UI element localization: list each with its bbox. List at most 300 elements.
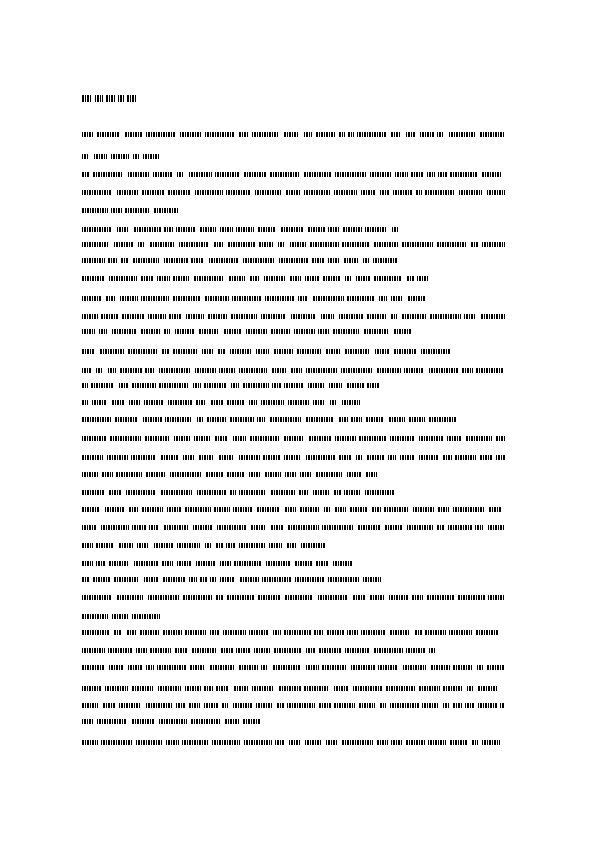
text-line <box>82 740 505 745</box>
word-glyphs <box>341 368 372 373</box>
word-glyphs <box>82 154 89 159</box>
word-glyphs <box>389 595 408 600</box>
word-glyphs <box>82 561 93 566</box>
word-glyphs <box>309 436 331 441</box>
word-glyphs <box>466 436 492 441</box>
word-glyphs <box>266 561 291 566</box>
word-glyphs <box>142 190 165 195</box>
word-glyphs <box>274 349 294 354</box>
word-glyphs <box>437 525 444 530</box>
text-line <box>82 349 455 354</box>
word-glyphs <box>82 172 90 177</box>
word-glyphs <box>133 258 159 263</box>
word-glyphs <box>255 190 281 195</box>
word-glyphs <box>244 740 272 745</box>
word-glyphs <box>229 276 245 281</box>
word-glyphs <box>157 665 187 670</box>
word-glyphs <box>159 719 187 724</box>
word-glyphs <box>334 490 341 495</box>
word-glyphs <box>82 740 98 745</box>
word-glyphs <box>316 132 335 137</box>
word-glyphs <box>256 349 269 354</box>
word-glyphs <box>185 686 201 691</box>
word-glyphs <box>132 383 156 388</box>
word-glyphs <box>326 740 337 745</box>
word-glyphs <box>200 227 216 232</box>
word-glyphs <box>180 132 202 137</box>
text-line <box>82 296 425 301</box>
word-glyphs <box>391 314 397 319</box>
word-glyphs <box>482 242 505 247</box>
word-glyphs <box>335 172 366 177</box>
word-glyphs <box>472 740 478 745</box>
word-glyphs <box>273 665 301 670</box>
word-glyphs <box>449 630 472 635</box>
word-glyphs <box>257 417 265 422</box>
word-glyphs <box>428 740 446 745</box>
word-glyphs <box>209 258 238 263</box>
word-glyphs <box>458 595 485 600</box>
word-glyphs <box>304 686 329 691</box>
word-glyphs <box>478 686 498 691</box>
word-glyphs <box>144 577 158 582</box>
word-glyphs <box>82 208 108 213</box>
word-glyphs <box>197 417 203 422</box>
word-glyphs <box>121 258 129 263</box>
word-glyphs <box>239 665 258 670</box>
word-glyphs <box>164 258 188 263</box>
word-glyphs <box>284 436 304 441</box>
word-glyphs <box>406 132 416 137</box>
word-glyphs <box>227 595 254 600</box>
word-glyphs <box>234 561 261 566</box>
word-glyphs <box>119 703 141 708</box>
word-glyphs <box>305 740 321 745</box>
word-glyphs <box>429 648 435 653</box>
word-glyphs <box>390 630 410 635</box>
word-glyphs <box>471 242 478 247</box>
word-glyphs <box>408 296 425 301</box>
word-glyphs <box>366 472 377 477</box>
word-glyphs <box>359 703 375 708</box>
word-glyphs <box>112 400 125 405</box>
word-glyphs <box>291 314 316 319</box>
word-glyphs <box>301 543 326 548</box>
text-line <box>82 577 382 582</box>
word-glyphs <box>82 132 93 137</box>
text-line <box>82 490 395 495</box>
word-glyphs <box>480 455 493 460</box>
word-glyphs <box>425 630 446 635</box>
word-glyphs <box>163 577 185 582</box>
word-glyphs <box>162 561 173 566</box>
word-glyphs <box>321 314 334 319</box>
word-glyphs <box>306 417 334 422</box>
word-glyphs <box>367 314 386 319</box>
word-glyphs <box>298 296 308 301</box>
word-glyphs <box>205 132 234 137</box>
word-glyphs <box>402 242 433 247</box>
word-glyphs <box>429 417 456 422</box>
word-glyphs <box>275 740 284 745</box>
word-glyphs <box>230 490 236 495</box>
word-glyphs <box>177 172 184 177</box>
word-glyphs <box>453 507 484 512</box>
word-glyphs <box>478 703 497 708</box>
word-glyphs <box>144 400 164 405</box>
word-glyphs <box>102 472 113 477</box>
word-glyphs <box>97 132 120 137</box>
word-glyphs <box>125 208 149 213</box>
word-glyphs <box>455 455 476 460</box>
word-glyphs <box>480 132 505 137</box>
word-glyphs <box>249 472 261 477</box>
word-glyphs <box>108 648 132 653</box>
text-line <box>82 368 505 373</box>
word-glyphs <box>164 227 173 232</box>
word-glyphs <box>287 703 315 708</box>
word-glyphs <box>443 686 462 691</box>
word-glyphs <box>279 686 301 691</box>
word-glyphs <box>199 455 214 460</box>
word-glyphs <box>328 577 359 582</box>
word-glyphs <box>225 719 239 724</box>
word-glyphs <box>291 368 302 373</box>
word-glyphs <box>326 349 341 354</box>
word-glyphs <box>285 595 313 600</box>
word-glyphs <box>453 665 472 670</box>
word-glyphs <box>300 472 312 477</box>
word-glyphs <box>106 296 116 301</box>
word-glyphs <box>82 329 95 334</box>
word-glyphs <box>318 595 348 600</box>
word-glyphs <box>272 383 281 388</box>
word-glyphs <box>347 383 364 388</box>
text-line <box>82 455 505 460</box>
word-glyphs <box>269 543 282 548</box>
word-glyphs <box>204 686 213 691</box>
word-glyphs <box>129 400 140 405</box>
word-glyphs <box>101 740 132 745</box>
word-glyphs <box>342 242 370 247</box>
text-line <box>82 132 505 137</box>
word-glyphs <box>202 349 213 354</box>
word-glyphs <box>148 595 179 600</box>
word-glyphs <box>406 740 425 745</box>
word-glyphs <box>186 314 204 319</box>
word-glyphs <box>91 383 114 388</box>
word-glyphs <box>416 190 422 195</box>
word-glyphs <box>430 314 461 319</box>
word-glyphs <box>176 227 195 232</box>
word-glyphs <box>82 595 112 600</box>
word-glyphs <box>409 417 425 422</box>
word-glyphs <box>166 740 179 745</box>
word-glyphs <box>271 490 296 495</box>
word-glyphs <box>82 507 100 512</box>
word-glyphs <box>342 740 373 745</box>
word-glyphs <box>192 648 216 653</box>
text-line <box>82 686 505 691</box>
word-glyphs <box>177 561 191 566</box>
word-glyphs <box>345 648 370 653</box>
word-glyphs <box>214 507 230 512</box>
word-glyphs <box>143 417 162 422</box>
word-glyphs <box>374 276 402 281</box>
word-glyphs <box>343 227 362 232</box>
word-glyphs <box>365 227 387 232</box>
word-glyphs <box>183 455 194 460</box>
word-glyphs <box>422 703 438 708</box>
word-glyphs <box>462 368 473 373</box>
word-glyphs <box>236 227 254 232</box>
word-glyphs <box>314 630 323 635</box>
word-glyphs <box>319 703 331 708</box>
word-glyphs <box>339 455 352 460</box>
word-glyphs <box>391 740 403 745</box>
word-glyphs <box>110 436 141 441</box>
word-glyphs <box>482 740 500 745</box>
word-glyphs <box>82 543 93 548</box>
word-glyphs <box>259 242 273 247</box>
word-glyphs <box>344 258 359 263</box>
word-glyphs <box>212 740 240 745</box>
word-glyphs <box>234 686 248 691</box>
word-glyphs <box>287 543 297 548</box>
word-glyphs <box>82 400 88 405</box>
word-glyphs <box>366 417 384 422</box>
word-glyphs <box>277 703 284 708</box>
text-line <box>82 314 505 319</box>
word-glyphs <box>214 242 224 247</box>
word-glyphs <box>263 455 281 460</box>
word-glyphs <box>105 686 128 691</box>
word-glyphs <box>413 507 435 512</box>
word-glyphs <box>111 208 122 213</box>
word-glyphs <box>108 368 116 373</box>
word-glyphs <box>195 190 223 195</box>
word-glyphs <box>489 507 502 512</box>
word-glyphs <box>82 296 102 301</box>
word-glyphs <box>427 595 454 600</box>
word-glyphs <box>288 400 309 405</box>
word-glyphs <box>109 561 129 566</box>
word-glyphs <box>374 242 399 247</box>
word-glyphs <box>169 314 181 319</box>
word-glyphs <box>477 665 484 670</box>
word-glyphs <box>189 172 212 177</box>
word-glyphs <box>243 719 260 724</box>
word-glyphs <box>312 258 324 263</box>
word-glyphs <box>308 383 325 388</box>
word-glyphs <box>82 276 105 281</box>
word-glyphs <box>330 400 337 405</box>
word-glyphs <box>339 417 348 422</box>
word-glyphs <box>353 595 366 600</box>
word-glyphs <box>233 703 253 708</box>
word-glyphs <box>215 436 228 441</box>
word-glyphs <box>82 648 105 653</box>
word-glyphs <box>140 630 159 635</box>
word-glyphs <box>82 703 98 708</box>
word-glyphs <box>120 368 142 373</box>
word-glyphs <box>239 490 266 495</box>
word-glyphs <box>173 296 200 301</box>
word-glyphs <box>158 686 181 691</box>
word-glyphs <box>196 400 206 405</box>
word-glyphs <box>284 132 299 137</box>
word-glyphs <box>417 276 429 281</box>
word-glyphs <box>132 614 160 619</box>
word-glyphs <box>240 577 259 582</box>
word-glyphs <box>153 172 172 177</box>
word-glyphs <box>316 472 342 477</box>
word-glyphs <box>262 577 291 582</box>
text-line <box>82 703 505 708</box>
word-glyphs <box>289 740 300 745</box>
word-glyphs <box>390 436 415 441</box>
word-glyphs <box>109 665 124 670</box>
word-glyphs <box>233 436 246 441</box>
word-glyphs <box>335 507 346 512</box>
word-glyphs <box>372 507 381 512</box>
word-glyphs <box>222 703 228 708</box>
word-glyphs <box>227 472 244 477</box>
word-glyphs <box>361 630 386 635</box>
word-glyphs <box>82 436 107 441</box>
text-line <box>82 665 505 670</box>
word-glyphs <box>219 455 234 460</box>
word-glyphs <box>133 154 139 159</box>
word-glyphs <box>257 507 280 512</box>
text-line <box>82 154 165 159</box>
word-glyphs <box>334 190 357 195</box>
word-glyphs <box>132 686 153 691</box>
word-glyphs <box>163 630 182 635</box>
word-glyphs <box>117 595 143 600</box>
word-glyphs <box>189 703 200 708</box>
word-glyphs <box>154 208 178 213</box>
word-glyphs <box>200 577 207 582</box>
word-glyphs <box>111 154 129 159</box>
word-glyphs <box>420 132 434 137</box>
word-glyphs <box>128 172 150 177</box>
word-glyphs <box>82 614 108 619</box>
word-glyphs <box>92 400 107 405</box>
word-glyphs <box>96 368 103 373</box>
word-glyphs <box>290 242 307 247</box>
word-glyphs <box>419 436 444 441</box>
word-glyphs <box>285 472 297 477</box>
word-glyphs <box>271 329 291 334</box>
word-glyphs <box>226 543 236 548</box>
word-glyphs <box>239 543 265 548</box>
word-glyphs <box>306 368 337 373</box>
word-glyphs <box>333 329 359 334</box>
word-glyphs <box>168 190 190 195</box>
word-glyphs <box>137 543 149 548</box>
word-glyphs <box>122 314 145 319</box>
text-line <box>82 417 460 422</box>
word-glyphs <box>228 242 255 247</box>
word-glyphs <box>82 368 91 373</box>
word-glyphs <box>299 490 308 495</box>
word-glyphs <box>148 314 166 319</box>
word-glyphs <box>131 455 156 460</box>
word-glyphs <box>100 349 125 354</box>
word-glyphs <box>310 242 339 247</box>
text-line <box>82 630 505 635</box>
word-glyphs <box>173 349 197 354</box>
word-glyphs <box>453 703 462 708</box>
word-glyphs <box>389 417 405 422</box>
word-glyphs <box>216 543 223 548</box>
word-glyphs <box>351 665 375 670</box>
word-glyphs <box>204 383 227 388</box>
text-line <box>82 276 432 281</box>
word-glyphs <box>335 436 356 441</box>
word-glyphs <box>82 630 109 635</box>
word-glyphs <box>496 436 505 441</box>
word-glyphs <box>482 172 502 177</box>
word-glyphs <box>388 455 396 460</box>
word-glyphs <box>161 455 179 460</box>
word-glyphs <box>226 190 251 195</box>
word-glyphs <box>391 132 401 137</box>
word-glyphs <box>284 630 311 635</box>
word-glyphs <box>304 190 331 195</box>
word-glyphs <box>150 648 171 653</box>
word-glyphs <box>411 172 424 177</box>
word-glyphs <box>306 455 335 460</box>
word-glyphs <box>306 648 315 653</box>
word-glyphs <box>364 329 389 334</box>
word-glyphs <box>114 577 139 582</box>
word-glyphs <box>221 648 233 653</box>
word-glyphs <box>165 417 192 422</box>
word-glyphs <box>126 490 156 495</box>
word-glyphs <box>322 665 347 670</box>
word-glyphs <box>93 577 111 582</box>
word-glyphs <box>356 455 362 460</box>
word-glyphs <box>333 561 352 566</box>
word-glyphs <box>119 383 128 388</box>
word-glyphs <box>272 368 286 373</box>
word-glyphs <box>159 383 188 388</box>
word-glyphs <box>239 455 260 460</box>
word-glyphs <box>379 296 387 301</box>
word-glyphs <box>112 614 128 619</box>
word-glyphs <box>216 595 224 600</box>
word-glyphs <box>176 703 186 708</box>
word-glyphs <box>437 242 467 247</box>
word-glyphs <box>344 490 361 495</box>
word-glyphs <box>246 329 268 334</box>
text-line <box>82 648 435 653</box>
word-glyphs <box>168 400 193 405</box>
word-glyphs <box>285 507 296 512</box>
word-glyphs <box>116 472 142 477</box>
word-glyphs <box>157 276 170 281</box>
word-glyphs <box>284 383 303 388</box>
word-glyphs <box>294 329 315 334</box>
word-glyphs <box>164 329 170 334</box>
word-glyphs <box>384 507 409 512</box>
word-glyphs <box>359 436 386 441</box>
word-glyphs <box>407 276 414 281</box>
text-line <box>82 190 505 195</box>
word-glyphs <box>324 507 331 512</box>
